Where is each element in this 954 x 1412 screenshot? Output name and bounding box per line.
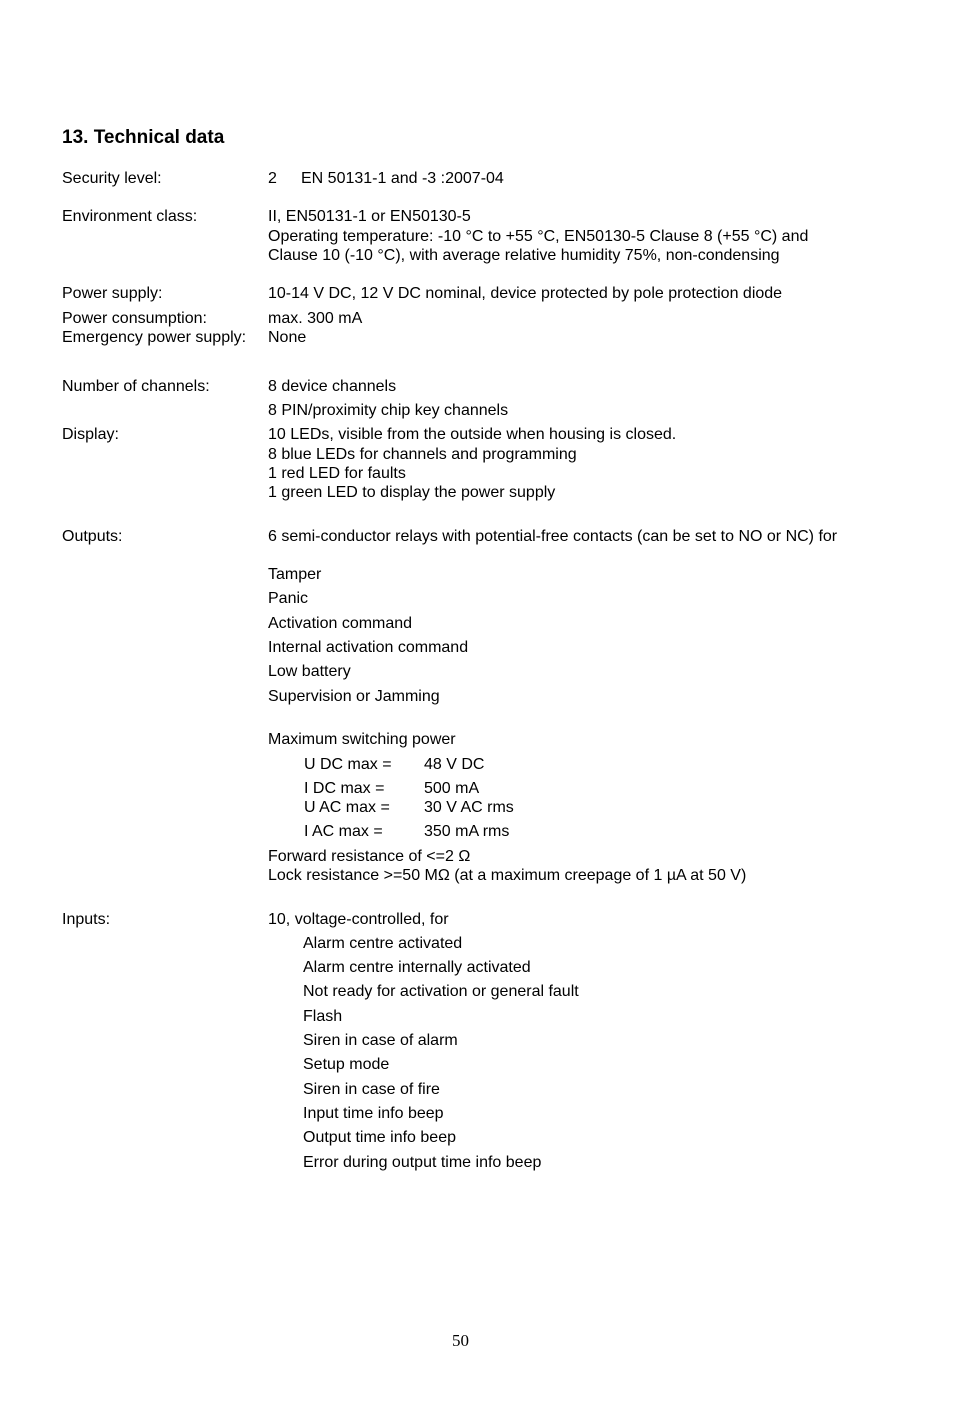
input-item: Alarm centre activated: [303, 935, 463, 952]
outputs-label: Outputs:: [62, 528, 123, 545]
display-label: Display:: [62, 426, 119, 443]
display-line: 8 blue LEDs for channels and programming: [268, 446, 577, 463]
power-supply-value: 10-14 V DC, 12 V DC nominal, device protected by pole protection diode: [268, 285, 783, 302]
switching-value: 30 V AC rms: [424, 799, 514, 816]
input-item: Siren in case of alarm: [303, 1032, 458, 1049]
switching-value: 350 mA rms: [424, 823, 510, 840]
lock-resistance: Lock resistance >=50 MΩ (at a maximum creepage of 1 µA at 50 V): [268, 867, 747, 884]
switching-value: 500 mA: [424, 780, 480, 797]
environment-class-label: Environment class:: [62, 208, 198, 225]
output-item: Supervision or Jamming: [268, 688, 440, 705]
power-consumption-value: max. 300 mA: [268, 310, 363, 327]
channels-line: 8 PIN/proximity chip key channels: [268, 402, 509, 419]
input-item: Siren in case of fire: [303, 1081, 440, 1098]
environment-line: Operating temperature: -10 °C to +55 °C, EN50130-5 Clause 8 (+55 °C) and: [268, 228, 809, 245]
output-item: Internal activation command: [268, 639, 469, 656]
power-supply-label: Power supply:: [62, 285, 163, 302]
switching-param: U DC max =: [304, 756, 392, 773]
switching-power-title: Maximum switching power: [268, 731, 456, 748]
input-item: Error during output time info beep: [303, 1154, 542, 1171]
security-standard: EN 50131-1 and -3 :2007-04: [301, 170, 504, 187]
inputs-intro: 10, voltage-controlled, for: [268, 911, 449, 928]
display-line: 10 LEDs, visible from the outside when housing is closed.: [268, 426, 677, 443]
input-item: Output time info beep: [303, 1129, 456, 1146]
page-number: 50: [452, 1331, 469, 1350]
output-item: Low battery: [268, 663, 351, 680]
emergency-power-value: None: [268, 329, 307, 346]
emergency-power-label: Emergency power supply:: [62, 329, 247, 346]
switching-param: I DC max =: [304, 780, 385, 797]
input-item: Flash: [303, 1008, 343, 1025]
switching-param: I AC max =: [304, 823, 383, 840]
output-item: Activation command: [268, 615, 413, 632]
forward-resistance: Forward resistance of <=2 Ω: [268, 848, 471, 865]
display-line: 1 green LED to display the power supply: [268, 484, 556, 501]
channels-label: Number of channels:: [62, 378, 210, 395]
input-item: Not ready for activation or general fault: [303, 983, 579, 1000]
output-item: Panic: [268, 590, 309, 607]
switching-value: 48 V DC: [424, 756, 485, 773]
channels-line: 8 device channels: [268, 378, 397, 395]
page-title: 13. Technical data: [62, 127, 225, 148]
display-line: 1 red LED for faults: [268, 465, 406, 482]
security-level-value: 2: [268, 170, 277, 187]
input-item: Setup mode: [303, 1056, 390, 1073]
input-item: Alarm centre internally activated: [303, 959, 531, 976]
environment-line: II, EN50131-1 or EN50130-5: [268, 208, 471, 225]
inputs-label: Inputs:: [62, 911, 111, 928]
output-item: Tamper: [268, 566, 322, 583]
environment-line: Clause 10 (-10 °C), with average relative humidity 75%, non-condensing: [268, 247, 780, 264]
power-consumption-label: Power consumption:: [62, 310, 207, 327]
security-level-label: Security level:: [62, 170, 162, 187]
input-item: Input time info beep: [303, 1105, 444, 1122]
outputs-intro: 6 semi-conductor relays with potential-free contacts (can be set to NO or NC) for: [268, 528, 838, 545]
switching-param: U AC max =: [304, 799, 390, 816]
